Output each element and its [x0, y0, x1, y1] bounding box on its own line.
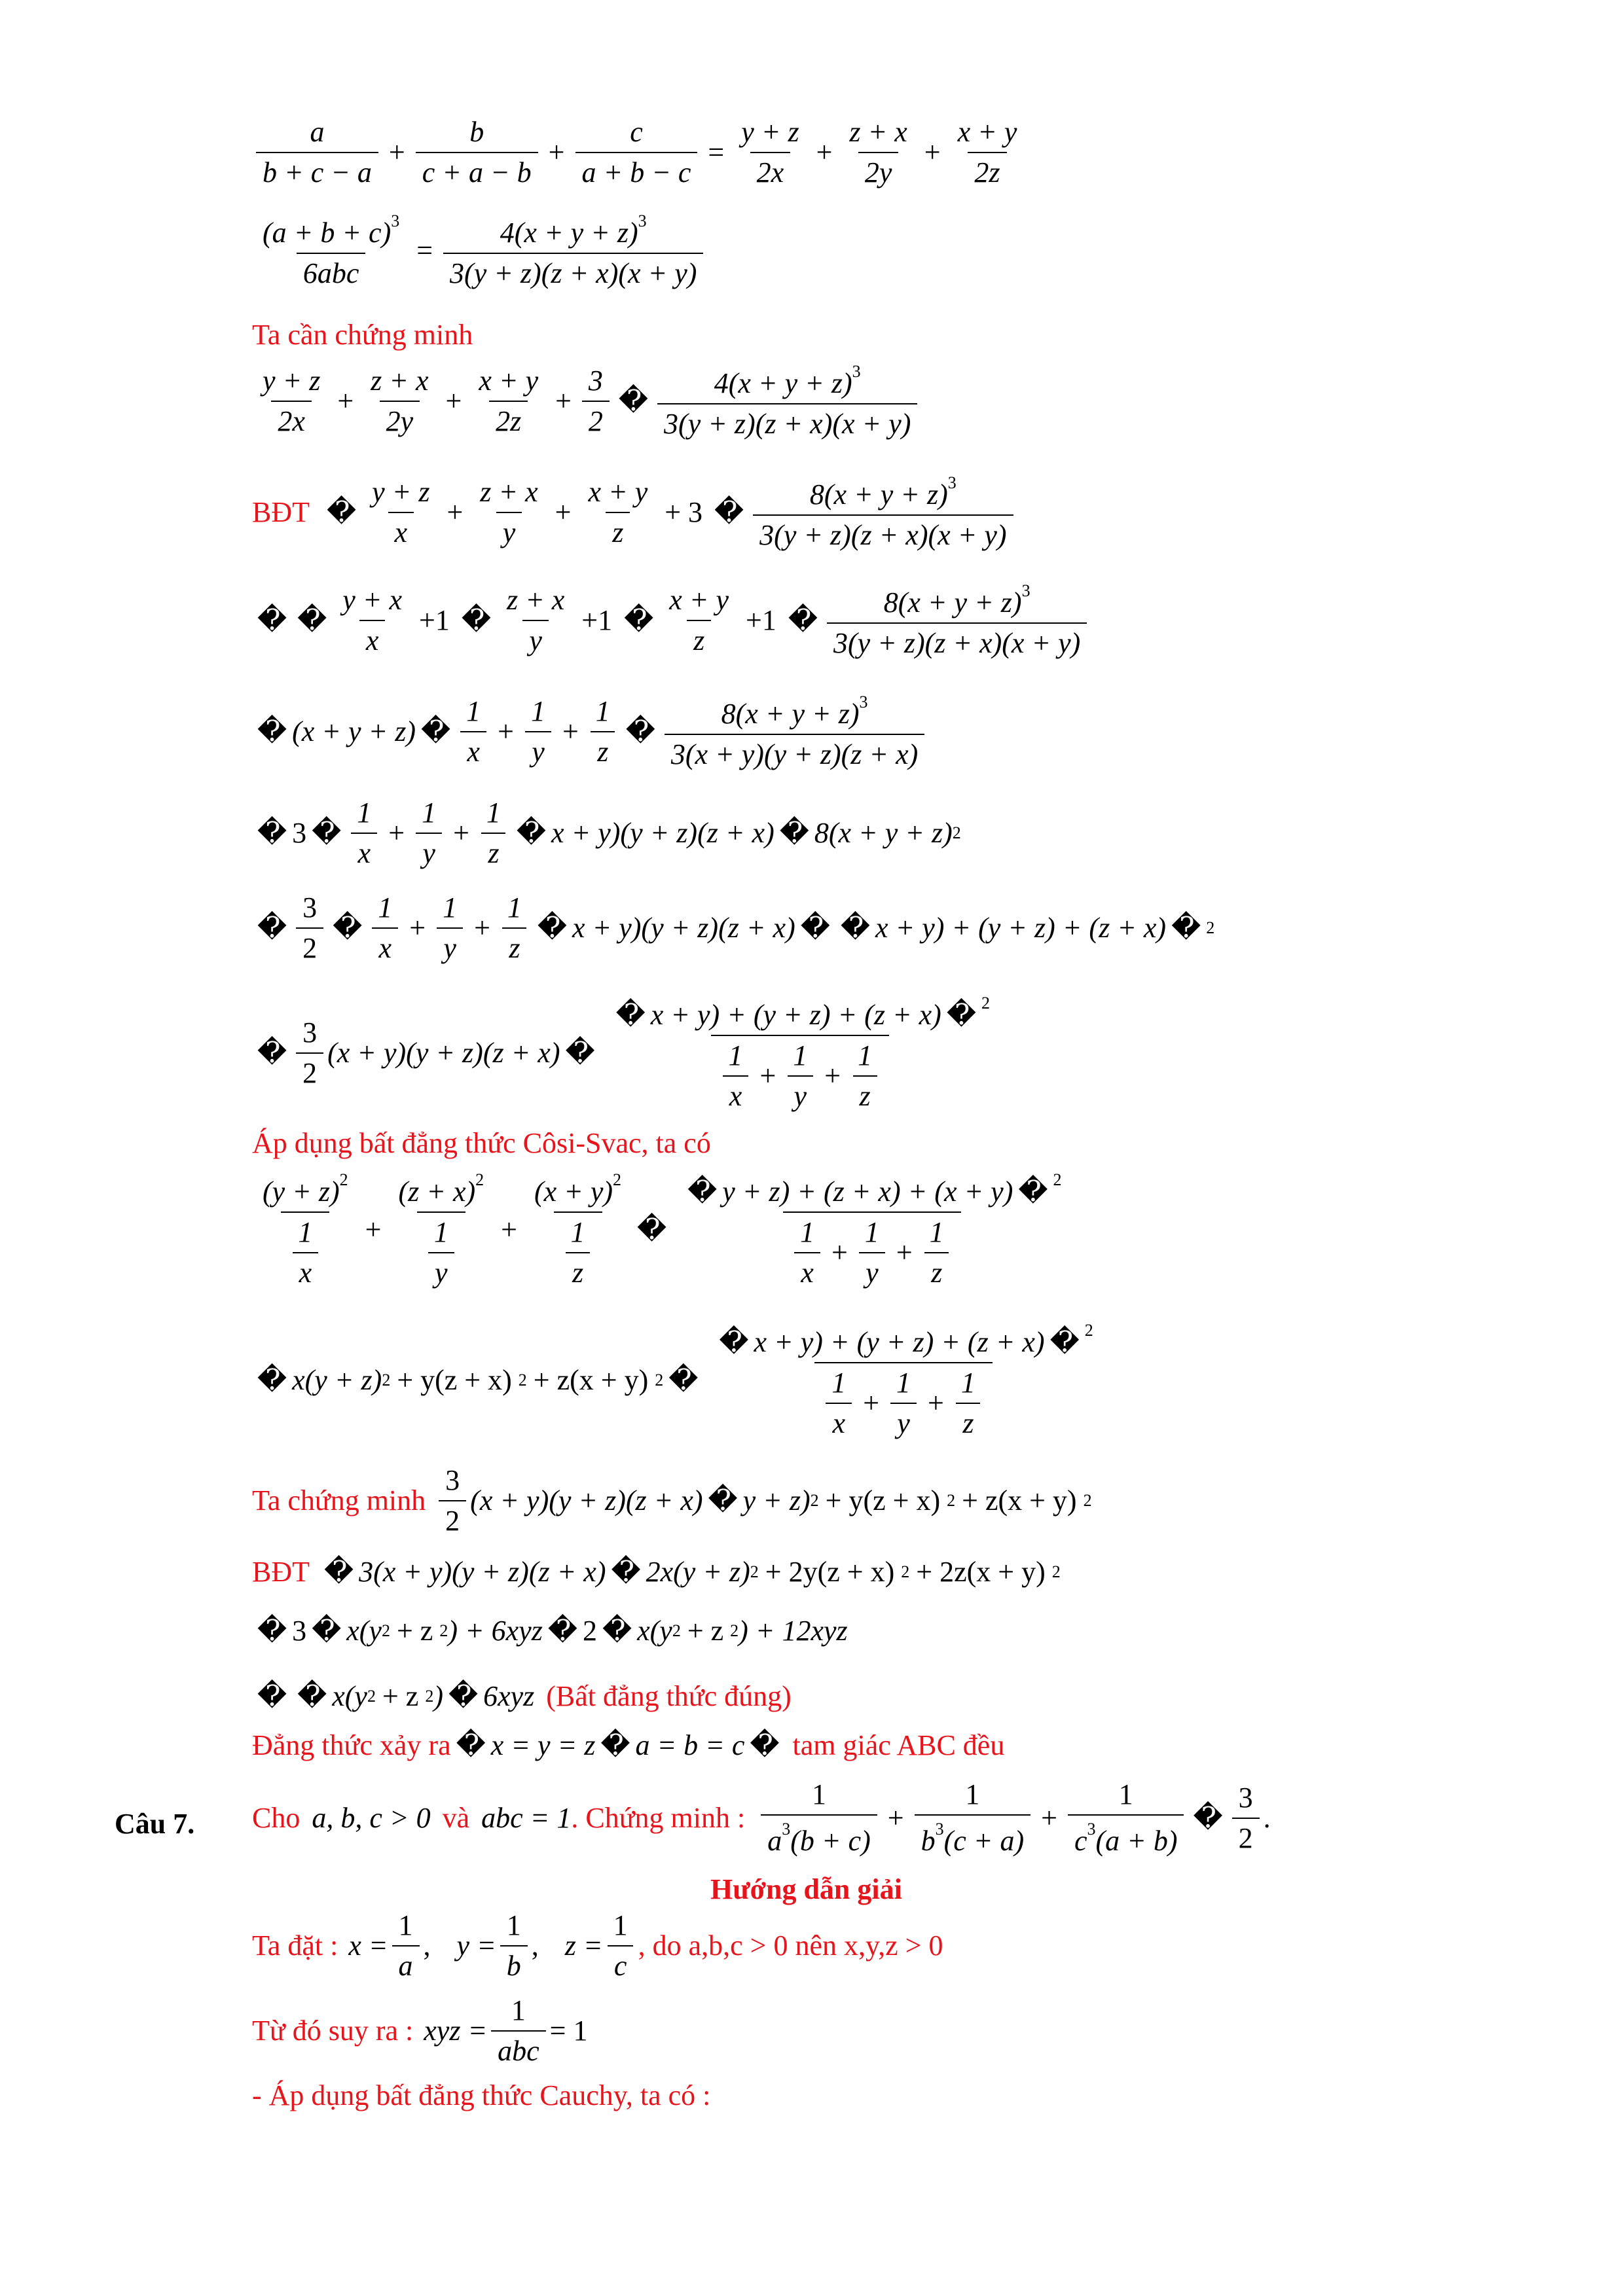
label-bdt: BĐT	[252, 1556, 310, 1588]
fraction-numerator: y + z	[372, 475, 430, 508]
missing-glyph: �	[448, 1680, 479, 1712]
fraction-denominator: c	[608, 1945, 634, 1981]
fraction-denominator: x	[460, 731, 486, 766]
fraction-numerator: z + x	[480, 475, 538, 508]
fraction-denominator: 2x	[271, 401, 312, 436]
missing-glyph: �	[1193, 1801, 1223, 1834]
missing-glyph: �	[714, 495, 744, 528]
missing-glyph: �	[602, 1615, 632, 1647]
expression: x + y)(y + z)(z + x)	[572, 912, 795, 944]
exponent: 3	[638, 211, 647, 230]
exponent: 3	[935, 1820, 944, 1839]
fraction-denominator: 2	[1232, 1818, 1260, 1853]
expression: + z	[687, 1615, 724, 1647]
fraction-denominator: y	[788, 1075, 814, 1111]
missing-glyph: �	[1171, 912, 1201, 944]
fraction-numerator: 3	[302, 1016, 318, 1049]
expression: x(y	[637, 1615, 672, 1647]
exponent: 2	[901, 1562, 910, 1581]
fraction-numerator: 3	[445, 1464, 460, 1496]
equation-line-5: BĐT � $\frac{y + z}{x}$ + $\frac{z + x}{y}$ + $\frac{x + y}{z}$ + 3 � $\frac{8(x + y + z)^3}{3(y + z)(z + x)(x + y)}$	[252, 475, 1017, 550]
fraction-denominator: y	[496, 512, 522, 547]
fraction-numerator: 3	[302, 891, 318, 924]
coefficient: 3	[292, 1615, 307, 1647]
fraction-denominator: 3(y + z)(z + x)(x + y)	[657, 403, 917, 439]
missing-glyph: �	[297, 603, 327, 636]
fraction-numerator: x + y	[479, 364, 539, 397]
missing-glyph: �	[719, 1326, 749, 1358]
missing-glyph: �	[257, 817, 287, 849]
equation-line-14	[252, 1466, 1092, 1535]
equation-line-10: � $\frac{3}{2}$ (x + y)(y + z)(z + x) � � x + y) + (y + z) + (z + x) � $^2$ $\frac{1}{x}$ + $\frac{1}{y}$ + $\frac{1}{z}$	[257, 994, 990, 1112]
expression: xyz =	[424, 2015, 488, 2047]
plus-one: +1	[581, 603, 613, 636]
expression: x = y = z	[490, 1729, 596, 1761]
fraction-denominator: 3(y + z)(z + x)(x + y)	[753, 514, 1013, 550]
fraction-denominator: a	[767, 1825, 782, 1857]
fraction-numerator: z + x	[371, 364, 429, 397]
fraction-numerator: z + x	[849, 116, 907, 148]
expression: ) + 6xyz	[448, 1615, 543, 1647]
missing-glyph: �	[456, 1729, 486, 1761]
fraction-denominator: z	[502, 927, 526, 963]
coefficient: 2	[582, 1615, 597, 1647]
fraction-denominator: x	[351, 833, 377, 868]
equation-line-21: Ta đặt : x = $\frac{1}{a}$ , y = $\frac{1}{b}$ , z = $\frac{1}{c}$ , do a,b,c > 0 nên x,y,z > 0	[252, 1909, 943, 1982]
fraction-denominator: y	[525, 731, 551, 766]
expression: (x + y)(y + z)(z + x)	[470, 1484, 703, 1516]
expression: + z	[382, 1680, 419, 1712]
missing-glyph: �	[257, 912, 287, 944]
text-condition: , do a,b,c > 0 nên x,y,z > 0	[638, 1929, 943, 1962]
fraction-denominator: z	[606, 512, 630, 547]
text-chung-minh: . Chứng minh :	[571, 1801, 746, 1834]
fraction-denominator: 3(y + z)(z + x)(x + y)	[827, 622, 1087, 658]
missing-glyph: �	[615, 999, 646, 1031]
fraction-denominator: 2	[296, 1052, 323, 1088]
exponent: 2	[810, 1491, 819, 1510]
fraction-denominator: 2z	[489, 401, 528, 436]
missing-glyph: �	[327, 495, 357, 528]
fraction-numerator: 8(x + y + z)	[721, 698, 860, 730]
fraction-denominator: 3(x + y)(y + z)(z + x)	[665, 734, 924, 769]
exponent: 2	[382, 1370, 391, 1390]
missing-glyph: �	[611, 1556, 641, 1588]
label-bdt: BĐT	[252, 495, 310, 528]
fraction-denominator: z	[853, 1075, 877, 1111]
exponent: 3	[391, 211, 400, 230]
missing-glyph: �	[788, 603, 818, 636]
fraction-denominator: c + a − b	[416, 152, 538, 187]
fraction-numerator: 1	[1118, 1778, 1133, 1810]
missing-glyph: �	[624, 603, 654, 636]
exponent: 2	[981, 994, 990, 1013]
text-cho: Cho	[252, 1801, 301, 1834]
fraction-denominator: c	[1074, 1825, 1087, 1857]
exponent: 3	[947, 473, 957, 492]
missing-glyph: �	[840, 912, 870, 944]
fraction-denominator: x	[359, 620, 386, 655]
missing-glyph: �	[637, 1213, 667, 1246]
expression: x + y) + (y + z) + (z + x)	[875, 912, 1167, 944]
exponent: 3	[782, 1820, 791, 1839]
equation-line-7: � (x + y + z) � $\frac{1}{x}$ + $\frac{1}{y}$ + $\frac{1}{z}$ � $\frac{8(x + y + z)^3}{3(x + y)(y + z)(z + x)}$	[252, 694, 928, 769]
fraction-denominator: (a + b)	[1095, 1825, 1178, 1857]
missing-glyph: �	[324, 1556, 354, 1588]
fraction-denominator: 3(y + z)(z + x)(x + y)	[443, 253, 703, 288]
text-bat-dang-thuc-dung: (Bất đẳng thức đúng)	[546, 1680, 792, 1712]
missing-glyph: �	[946, 999, 976, 1031]
text-ta-dat: Ta đặt :	[252, 1929, 338, 1962]
exponent: 2	[730, 1621, 739, 1640]
expression: + y(z + x)	[397, 1363, 512, 1396]
exponent: 2	[425, 1687, 434, 1706]
text-ap-dung-cauchy: - Áp dụng bất đẳng thức Cauchy, ta có :	[252, 2079, 711, 2111]
fraction-denominator: 2y	[380, 401, 420, 436]
expression: + z(x + y)	[533, 1363, 649, 1396]
missing-glyph: �	[312, 1615, 342, 1647]
exponent: 2	[952, 823, 961, 842]
expression: abc = 1	[481, 1801, 572, 1834]
equation-line-13: � x(y + z) 2 + y(z + x) 2 + z(x + y) 2 � � x + y) + (y + z) + (z + x) � $^2$ $\frac{1}{x}$ + $\frac{1}{y}$ + $\frac{1}{z}$	[257, 1321, 1093, 1439]
fraction-numerator: (y + z)	[263, 1175, 340, 1208]
fraction-denominator: 2z	[968, 152, 1006, 187]
expression: + 2y(z + x)	[765, 1556, 895, 1588]
fraction-numerator: y + x	[342, 583, 402, 616]
equation-line-8: � 3 � $\frac{1}{x}$ + $\frac{1}{y}$ + $\frac{1}{z}$ � x + y)(y + z)(z + x) � 8(x + y + z) 2	[257, 797, 961, 869]
fraction-denominator: 2	[439, 1500, 466, 1535]
expression: x(y	[346, 1615, 382, 1647]
missing-glyph: �	[618, 384, 649, 417]
expression: = 1	[549, 2015, 588, 2047]
fraction-denominator: x	[388, 512, 414, 547]
fraction-denominator: a	[392, 1945, 420, 1981]
missing-glyph: �	[708, 1484, 738, 1516]
exponent: 2	[439, 1621, 448, 1640]
missing-glyph: �	[779, 817, 809, 849]
fraction-denominator: z	[481, 833, 505, 868]
fraction-numerator: c	[630, 116, 643, 148]
fraction-denominator: 2x	[750, 152, 791, 187]
exponent: 2	[367, 1687, 376, 1706]
exponent: 2	[672, 1621, 681, 1640]
fraction-numerator: 3	[1238, 1781, 1253, 1814]
expression: )	[433, 1680, 443, 1712]
expression: y =	[456, 1929, 496, 1962]
expression: x(y + z)	[292, 1363, 382, 1396]
fraction-denominator: z	[566, 1252, 590, 1287]
missing-glyph: �	[257, 1036, 287, 1069]
missing-glyph: �	[257, 715, 287, 747]
missing-glyph: �	[257, 603, 287, 636]
equation-line-19: Cho a, b, c > 0 và abc = 1 . Chứng minh : $\frac{1}{a^3(b + c)}$ + $\frac{1}{b^3(c + a)}$ + $\frac{1}{c^3(a + b)}$ � $\frac{3}{2}$ .	[252, 1778, 1271, 1857]
fraction-denominator: 6abc	[297, 253, 366, 288]
fraction-denominator: b + c − a	[256, 152, 378, 187]
exponent: 2	[1051, 1562, 1061, 1581]
fraction-numerator: z + x	[506, 583, 565, 616]
exponent: 2	[750, 1562, 759, 1581]
exponent: 3	[859, 692, 868, 711]
fraction-denominator: z	[687, 620, 711, 655]
exponent: 2	[613, 1170, 622, 1189]
missing-glyph: �	[800, 912, 830, 944]
text-tam-giac-abc-deu: tam giác ABC đều	[792, 1729, 1005, 1761]
exponent: 2	[475, 1170, 484, 1189]
fraction-numerator: b	[469, 116, 484, 148]
fraction-denominator: y	[416, 833, 442, 868]
text-va: và	[442, 1801, 470, 1834]
fraction-denominator: x	[794, 1252, 820, 1287]
text-ta-can-chung-minh: Ta cần chứng minh	[252, 319, 473, 351]
fraction-denominator: y	[890, 1403, 917, 1438]
equation-line-16	[252, 1617, 848, 1645]
equation-line-1: $\frac{a}{b + c - a}$ + $\frac{b}{c + a - b}$ + $\frac{c}{a + b - c}$ = $\frac{y + z}{2x}$ + $\frac{z + x}{2y}$ + $\frac{x + y}{2z}$	[252, 118, 1027, 187]
fraction-denominator: y	[437, 927, 463, 963]
expression: 2x(y + z)	[646, 1556, 750, 1588]
expression: 3(x + y)(y + z)(z + x)	[359, 1556, 606, 1588]
exponent: 2	[1053, 1170, 1062, 1189]
missing-glyph: �	[565, 1036, 595, 1069]
fraction-denominator: x	[293, 1252, 319, 1287]
fraction-denominator: (c + a)	[943, 1825, 1025, 1857]
expression: + 2z(x + y)	[916, 1556, 1046, 1588]
fraction-numerator: a	[310, 116, 325, 148]
fraction-numerator: y + z) + (z + x) + (x + y)	[722, 1175, 1013, 1208]
expression: 8(x + y + z)	[814, 817, 953, 849]
equation-line-4: $\frac{y + z}{2x}$ + $\frac{z + x}{2y}$ + $\frac{x + y}{2z}$ + $\frac{3}{2}$ � $\frac{4(x + y + z)^3}{3(y + z)(z + x)(x + y)}$	[252, 363, 921, 439]
fraction-numerator: (x + y)	[534, 1175, 613, 1208]
question-label: Câu 7.	[115, 1808, 195, 1840]
fraction-denominator: z	[924, 1252, 949, 1287]
missing-glyph: �	[1018, 1175, 1048, 1208]
fraction-numerator: y + z	[741, 116, 799, 148]
exponent: 2	[1084, 1321, 1093, 1340]
exponent: 3	[1087, 1820, 1096, 1839]
text-ta-chung-minh: Ta chứng minh	[252, 1484, 426, 1516]
exponent: 2	[1083, 1491, 1092, 1510]
expression: a, b, c > 0	[312, 1801, 431, 1834]
exponent: 2	[947, 1491, 956, 1510]
fraction-numerator: 1	[613, 1909, 628, 1941]
fraction-numerator: 1	[398, 1909, 413, 1941]
fraction-numerator: 4(x + y + z)	[714, 367, 852, 399]
fraction-numerator: 1	[511, 1994, 526, 2026]
expression: + z(x + y)	[962, 1484, 1077, 1516]
exponent: 3	[1021, 581, 1030, 600]
expression: x =	[348, 1929, 388, 1962]
expression: a = b = c	[635, 1729, 745, 1761]
fraction-denominator: 2	[582, 401, 610, 436]
plus-one: +1	[419, 603, 450, 636]
missing-glyph: �	[547, 1615, 577, 1647]
fraction-numerator: 8(x + y + z)	[809, 478, 948, 511]
fraction-denominator: x	[826, 1403, 852, 1438]
equation-line-9: � $\frac{3}{2}$ � $\frac{1}{x}$ + $\frac{1}{y}$ + $\frac{1}{z}$ � x + y)(y + z)(z + x) � � x + y) + (y + z) + (z + x) � 2	[257, 891, 1215, 964]
fraction-denominator: x	[723, 1075, 749, 1111]
fraction-denominator: (b + c)	[790, 1825, 871, 1857]
exponent: 2	[655, 1370, 664, 1390]
fraction-numerator: (a + b + c)	[263, 217, 392, 249]
missing-glyph: �	[257, 1680, 287, 1712]
fraction-numerator: (z + x)	[398, 1175, 476, 1208]
fraction-denominator: x	[372, 927, 398, 963]
fraction-denominator: y	[428, 1252, 454, 1287]
expression: x(y	[332, 1680, 367, 1712]
fraction-numerator: x + y	[669, 583, 729, 616]
expression: 6xyz	[483, 1680, 535, 1712]
fraction-denominator: y	[859, 1252, 885, 1287]
fraction-numerator: 1	[812, 1778, 826, 1810]
missing-glyph: �	[687, 1175, 718, 1208]
missing-glyph: �	[668, 1363, 699, 1396]
section-heading: Hướng dẫn giải	[710, 1873, 902, 1905]
fraction-numerator: x + y	[588, 475, 648, 508]
plus-one: +1	[746, 603, 776, 636]
fraction-numerator: x + y) + (y + z) + (z + x)	[650, 999, 941, 1031]
fraction-numerator: 8(x + y + z)	[883, 586, 1022, 619]
expression: (x + y + z)	[292, 715, 416, 747]
exponent: 2	[1206, 918, 1215, 937]
equation-line-22	[252, 1996, 588, 2066]
exponent: 3	[852, 362, 861, 381]
expression: + z	[396, 1615, 433, 1647]
fraction-denominator: b	[500, 1945, 528, 1981]
equation-line-12: $\frac{(y + z)^2}{\frac{1}{x}}$ + $\frac{(z + x)^2}{\frac{1}{y}}$ + $\frac{(x + y)^2}{\frac{1}{z}}$ � � y + z) + (z + x) + (x + y) � $^2$ $\frac{1}{x}$ + $\frac{1}{y}$ + $\frac{1}{z}$	[263, 1170, 1062, 1289]
fraction-denominator: z	[956, 1403, 980, 1438]
fraction-denominator: abc	[491, 2030, 546, 2066]
equation-line-17	[252, 1682, 792, 1711]
fraction-numerator: 3	[588, 364, 603, 397]
missing-glyph: �	[625, 715, 655, 747]
equation-line-2: $\frac{(a + b + c)^3}{\text{6abc}}$ = $\frac{4(x + y + z)^3}{3(y + z)(z + x)(x + y)}$	[252, 213, 707, 288]
expression: y + z)	[742, 1484, 811, 1516]
equation-line-6	[252, 583, 1091, 658]
exponent: 2	[518, 1370, 527, 1390]
fraction-denominator: z	[591, 731, 615, 766]
fraction-numerator: 4(x + y + z)	[500, 217, 638, 249]
missing-glyph: �	[257, 1615, 287, 1647]
fraction-numerator: 1	[506, 1909, 521, 1941]
missing-glyph: �	[1049, 1326, 1080, 1358]
text-dang-thuc-xay-ra: Đẳng thức xảy ra	[252, 1729, 451, 1761]
coefficient: 3	[292, 817, 307, 849]
exponent: 2	[339, 1170, 348, 1189]
fraction-denominator: a + b − c	[575, 152, 698, 187]
equation-line-18	[252, 1731, 1004, 1760]
missing-glyph: �	[312, 817, 342, 849]
expression: x + y)(y + z)(z + x)	[551, 817, 775, 849]
missing-glyph: �	[516, 817, 547, 849]
fraction-denominator: y	[522, 620, 549, 655]
fraction-denominator: 2y	[858, 152, 899, 187]
fraction-numerator: 1	[965, 1778, 980, 1810]
text-ap-dung-cosi-svac: Áp dụng bất đẳng thức Côsi-Svac, ta có	[252, 1127, 711, 1159]
missing-glyph: �	[537, 912, 568, 944]
missing-glyph: �	[333, 912, 363, 944]
fraction-numerator: x + y	[957, 116, 1017, 148]
expression: (x + y)(y + z)(z + x)	[327, 1036, 560, 1069]
text-tu-do-suy-ra: Từ đó suy ra :	[252, 2015, 414, 2047]
exponent: 2	[381, 1621, 390, 1640]
expression: z =	[564, 1929, 603, 1962]
fraction-numerator: x + y) + (y + z) + (z + x)	[754, 1326, 1045, 1358]
equation-line-15	[252, 1558, 1061, 1587]
fraction-denominator: 2	[296, 927, 323, 963]
missing-glyph: �	[750, 1729, 780, 1761]
missing-glyph: �	[600, 1729, 630, 1761]
plus-three: + 3	[665, 495, 703, 528]
missing-glyph: �	[461, 603, 491, 636]
fraction-numerator: y + z	[263, 364, 321, 397]
missing-glyph: �	[421, 715, 451, 747]
expression: ) + 12xyz	[739, 1615, 848, 1647]
expression: + y(z + x)	[825, 1484, 941, 1516]
missing-glyph: �	[297, 1680, 327, 1712]
missing-glyph: �	[257, 1363, 287, 1396]
fraction-denominator: b	[921, 1825, 936, 1857]
